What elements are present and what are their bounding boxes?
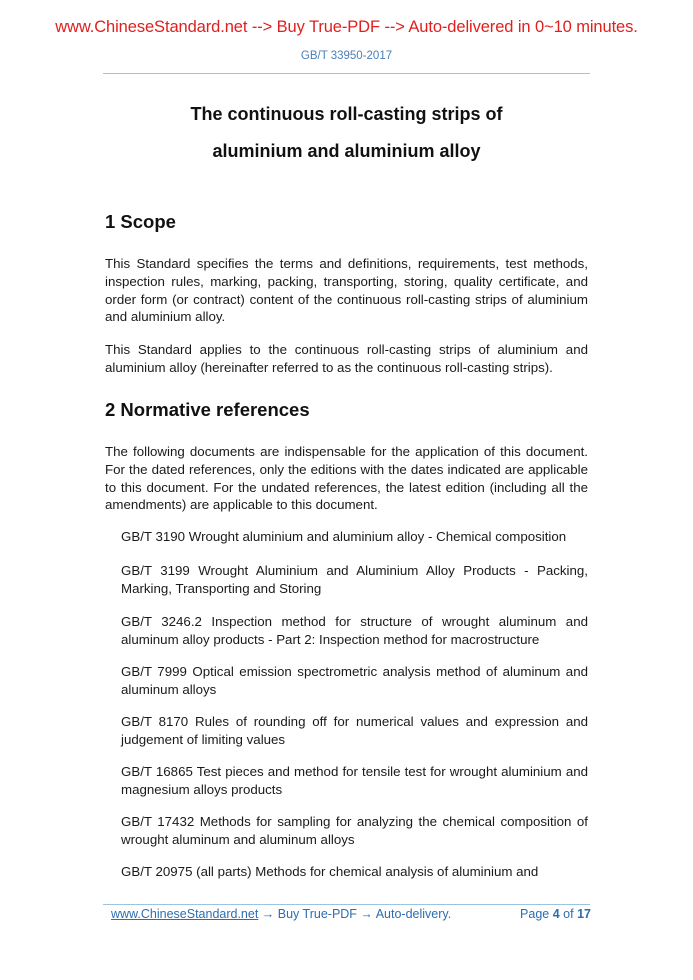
reference-item: GB/T 3190 Wrought aluminium and aluminium alloy - Chemical composition — [121, 529, 567, 544]
reference-item: GB/T 20975 (all parts) Methods for chemical analysis of aluminium and — [121, 864, 539, 879]
standard-code-header: GB/T 33950-2017 — [300, 50, 393, 62]
reference-item: GB/T 7999 Optical emission spectrometric analysis method of aluminum and aluminum alloys — [121, 664, 588, 697]
section-heading-scope: 1 Scope — [105, 211, 176, 232]
scope-paragraph-1: This Standard specifies the terms and definitions, requirements, test methods, inspection rules, marking, packing, transporting, storing, quality certificate, and order form (or contract) content of the continuous roll-casting strips of aluminium and aluminium alloy. — [105, 256, 588, 325]
reference-item: GB/T 3199 Wrought Aluminium and Aluminium Alloy Products - Packing, Marking, Transporting and Storing — [121, 563, 588, 596]
document-title-line-1: The continuous roll-casting strips of — [190, 104, 503, 124]
footer-tagline: → Buy True-PDF → Auto-delivery. — [258, 907, 452, 921]
scope-paragraph-2: This Standard applies to the continuous roll-casting strips of aluminium and aluminium alloy (hereinafter referred to as the continuous roll-casting strips). — [105, 342, 588, 375]
reference-item: GB/T 16865 Test pieces and method for tensile test for wrought aluminium and magnesium alloys products — [121, 764, 588, 797]
section-heading-normative-references: 2 Normative references — [105, 399, 310, 420]
page-total: 17 — [577, 907, 591, 921]
page-indicator — [520, 907, 591, 921]
page-current: 4 — [552, 907, 560, 921]
document-title-line-2: aluminium and aluminium alloy — [212, 141, 481, 161]
footer-site-link[interactable]: www.ChineseStandard.net — [111, 907, 259, 921]
page-of-label: of — [563, 907, 574, 921]
page-footer — [111, 907, 591, 921]
promo-banner: www.ChineseStandard.net --> Buy True-PDF --> Auto-delivered in 0~10 minutes. — [55, 18, 638, 36]
header-divider — [103, 73, 590, 74]
footer-divider — [103, 904, 590, 905]
reference-item: GB/T 3246.2 Inspection method for structure of wrought aluminum and aluminum alloy products - Part 2: Inspection method for macrostructure — [121, 614, 588, 647]
reference-item: GB/T 8170 Rules of rounding off for numerical values and expression and judgement of limiting values — [121, 714, 588, 747]
reference-item: GB/T 17432 Methods for sampling for analyzing the chemical composition of wrought aluminum and aluminum alloys — [121, 814, 588, 847]
normative-references-intro: The following documents are indispensable for the application of this document. For the dated references, only the editions with the dates indicated are applicable to this document. For the undated references, the latest edition (including all the amendments) are applicable to this document. — [105, 444, 588, 513]
page-label: Page — [520, 907, 550, 921]
